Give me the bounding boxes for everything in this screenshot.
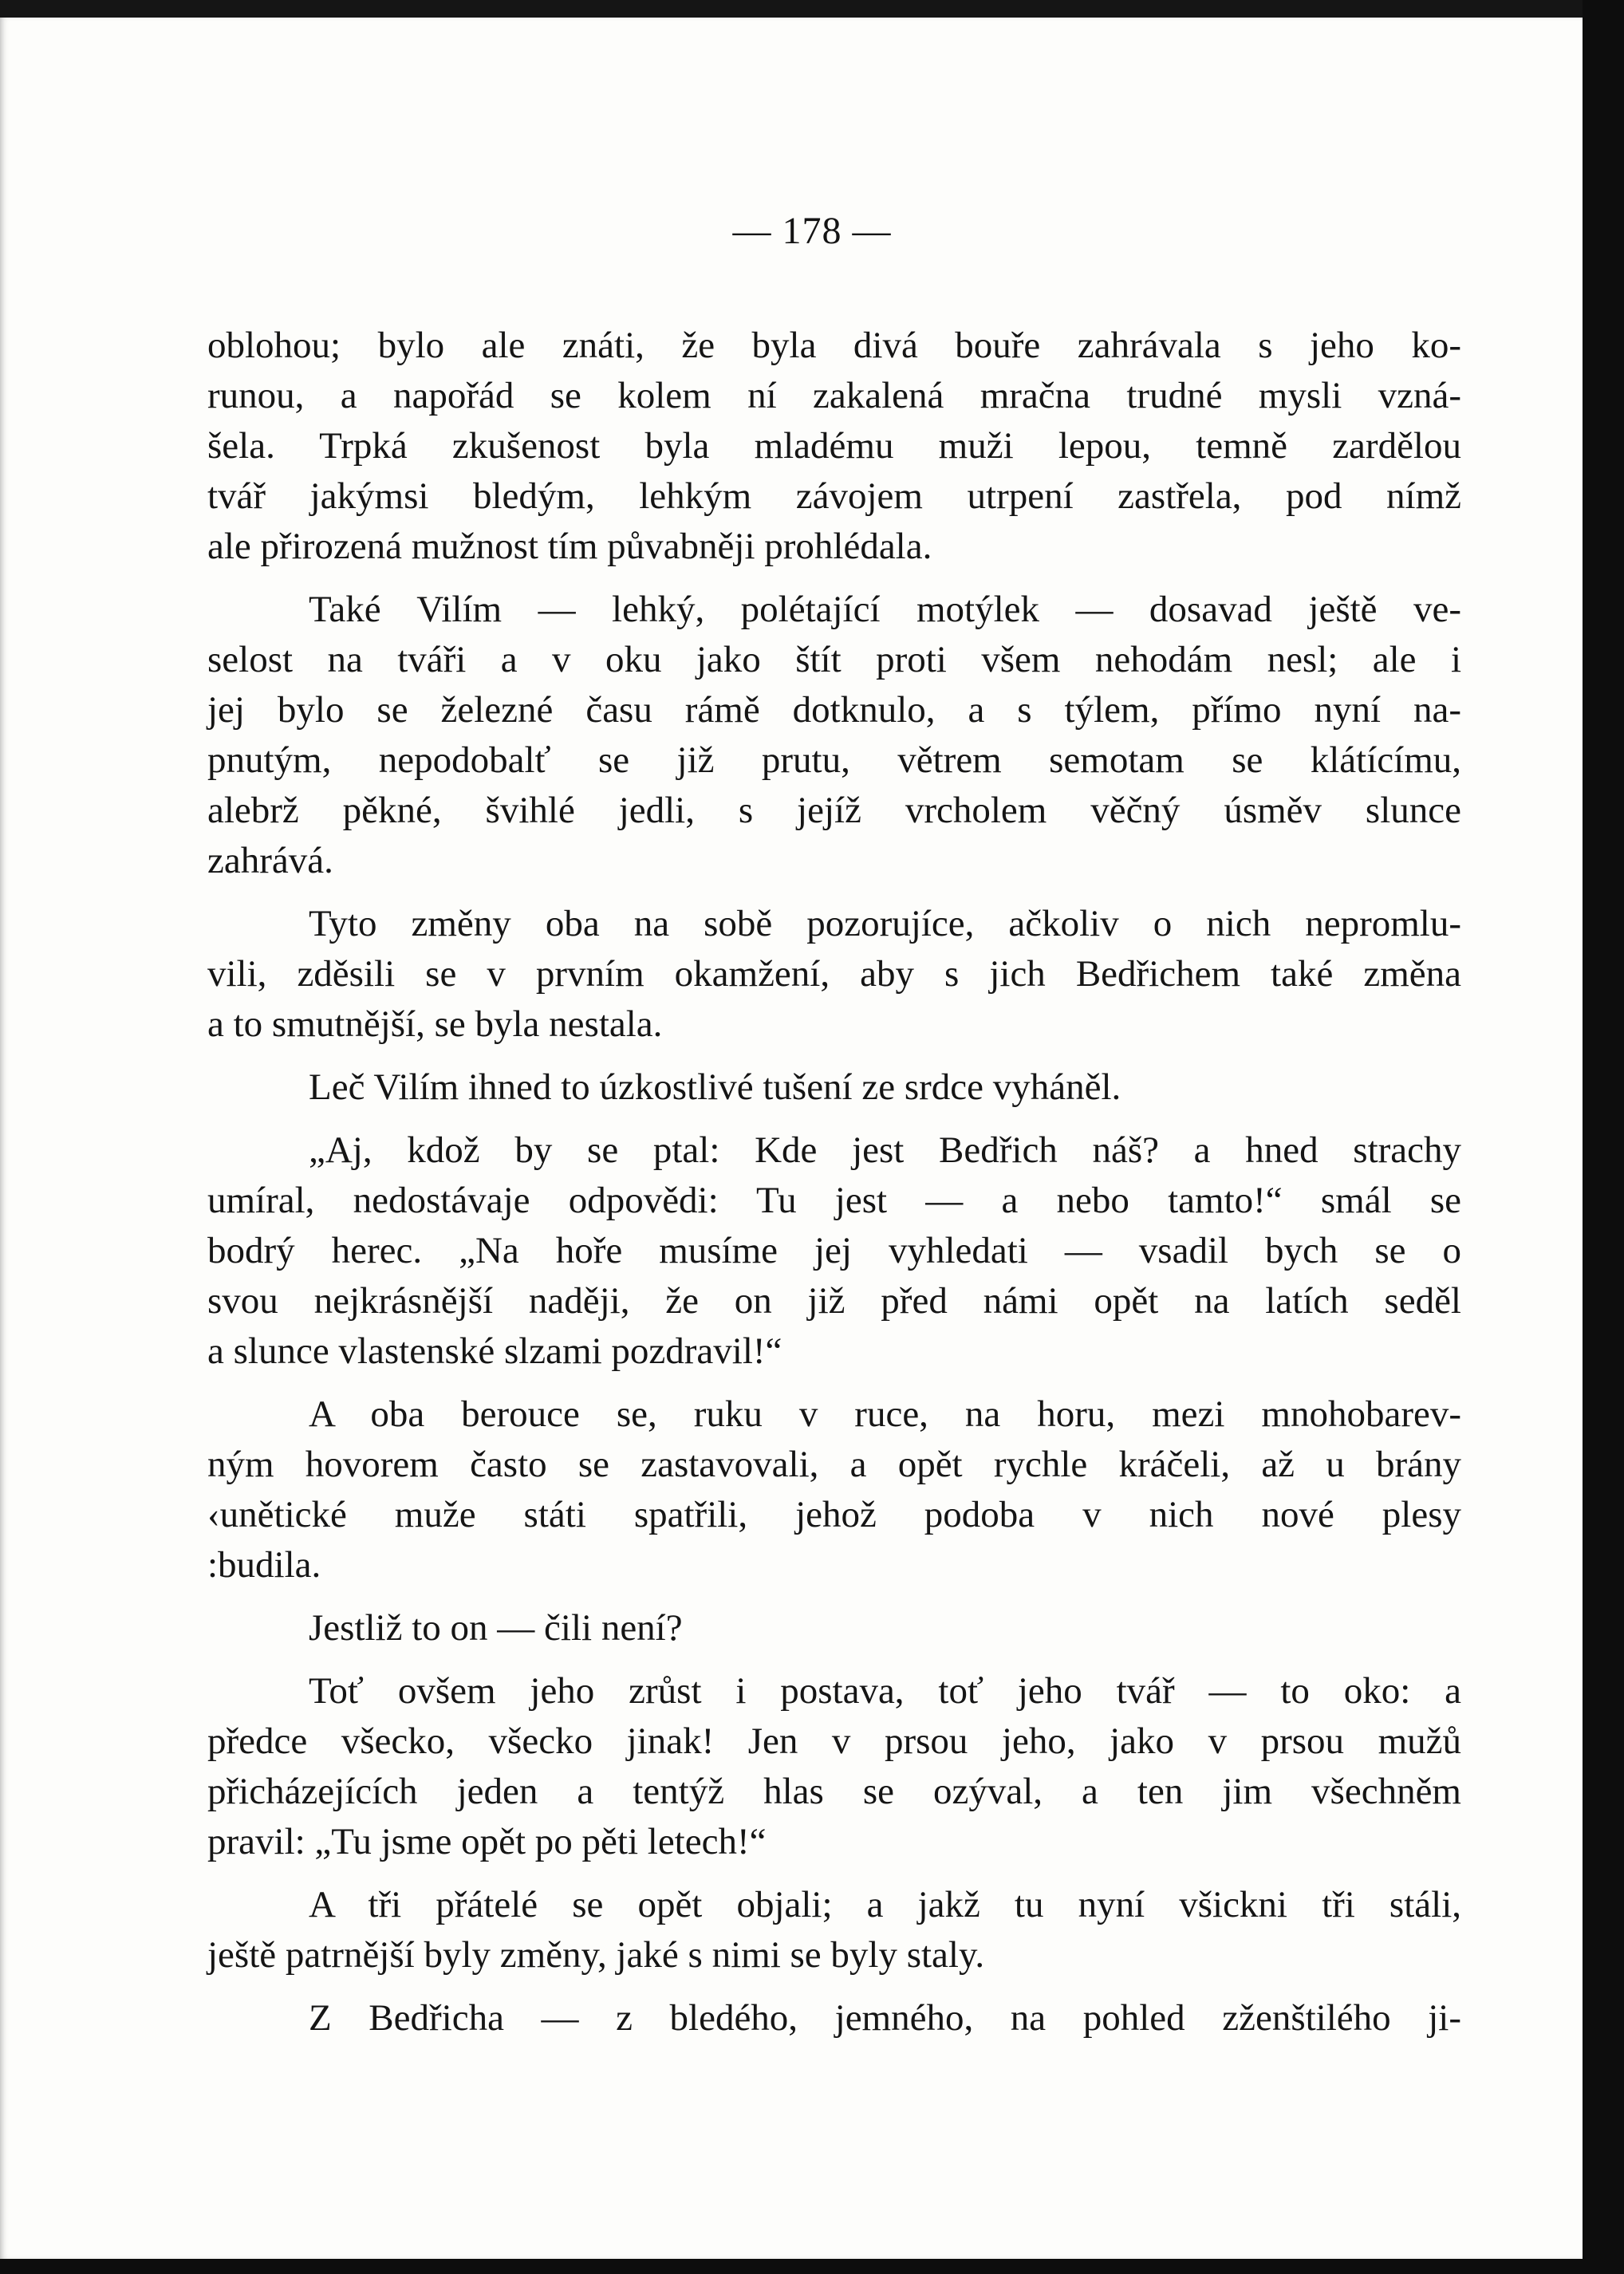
text-line: šela. Trpká zkušenost byla mladému muži lepou, temně zardělou [207, 425, 1461, 467]
paragraph [207, 899, 1461, 1050]
text-line: a slunce vlastenské slzami pozdravil!“ [207, 1330, 782, 1372]
paragraph [207, 1125, 1461, 1377]
paragraph [207, 1666, 1461, 1867]
text-line: :budila. [207, 1544, 321, 1586]
text-line: pnutým, nepodobalť se již prutu, větrem semotam se klátícímu, [207, 739, 1461, 781]
text-line: selost na tváři a v oku jako štít proti všem nehodám nesl; ale i [207, 639, 1461, 680]
text-line: předce všecko, všecko jinak! Jen v prsou jeho, jako v prsou mužů [207, 1720, 1461, 1762]
text-line: Z Bedřicha — z bledého, jemného, na pohled zženštilého ji- [309, 1997, 1461, 2039]
text-line: vili, zděsili se v prvním okamžení, aby s jich Bedřichem také změna [207, 953, 1461, 995]
paragraph [207, 1993, 1461, 2043]
text-line: bodrý herec. „Na hoře musíme jej vyhledati — vsadil bych se o [207, 1230, 1461, 1271]
paragraph [207, 1389, 1461, 1590]
text-line: runou, a napořád se kolem ní zakalená mračna trudné mysli vzná- [207, 375, 1461, 416]
text-line: alebrž pěkné, švihlé jedli, s jejíž vrcholem věčný úsměv slunce [207, 790, 1461, 831]
text-line: jej bylo se železné času rámě dotknulo, a s týlem, přímo nyní na- [207, 689, 1461, 731]
scan-border-right [1583, 0, 1624, 2274]
text-line: oblohou; bylo ale znáti, že byla divá bouře zahrávala s jeho ko- [207, 325, 1461, 366]
scan-border-top [0, 0, 1624, 18]
text-line: Leč Vilím ihned to úzkostlivé tušení ze srdce vyháněl. [309, 1066, 1121, 1108]
text-line: A tři přátelé se opět objali; a jakž tu nyní všickni tři stáli, [309, 1884, 1461, 1925]
text-line: přicházejících jeden a tentýž hlas se ozýval, a ten jim všechněm [207, 1771, 1461, 1812]
text-line: pravil: „Tu jsme opět po pěti letech!“ [207, 1821, 767, 1862]
body-text [207, 321, 1461, 2043]
text-line: Toť ovšem jeho zrůst i postava, toť jeho tvář — to oko: a [309, 1670, 1461, 1712]
text-line: tvář jakýmsi bledým, lehkým závojem utrpení zastřela, pod nímž [207, 475, 1461, 517]
text-line: ným hovorem často se zastavovali, a opět rychle kráčeli, až u brány [207, 1444, 1461, 1485]
paragraph [207, 1880, 1461, 1980]
text-line: umíral, nedostávaje odpovědi: Tu jest — a nebo tamto!“ smál se [207, 1180, 1461, 1221]
paragraph [207, 1062, 1461, 1113]
scan-border-bottom [0, 2259, 1624, 2274]
text-line: ještě patrnější byly změny, jaké s nimi se byly staly. [207, 1934, 985, 1976]
text-line: A oba berouce se, ruku v ruce, na horu, mezi mnohobarev- [309, 1393, 1461, 1435]
text-line: Jestliž to on — čili není? [309, 1607, 683, 1649]
text-line: a to smutnější, se byla nestala. [207, 1003, 663, 1045]
text-line: zahrává. [207, 840, 333, 881]
text-line: „Aj, kdož by se ptal: Kde jest Bedřich náš? a hned strachy [309, 1129, 1461, 1171]
page-number: — 178 — [732, 210, 892, 252]
text-line: Tyto změny oba na sobě pozorujíce, ačkoliv o nich nepromlu- [309, 903, 1461, 944]
text-line: ale přirozená mužnost tím půvabněji prohlédala. [207, 526, 932, 567]
text-line: Také Vilím — lehký, polétající motýlek — dosavad ještě ve- [309, 589, 1461, 630]
text-line: ‹unětické muže státi spatřili, jehož podoba v nich nové plesy [207, 1494, 1461, 1535]
paragraph [207, 1603, 1461, 1653]
paragraph [207, 585, 1461, 886]
paragraph [207, 321, 1461, 572]
text-line: svou nejkrásnější naději, že on již před námi opět na latích seděl [207, 1280, 1461, 1322]
